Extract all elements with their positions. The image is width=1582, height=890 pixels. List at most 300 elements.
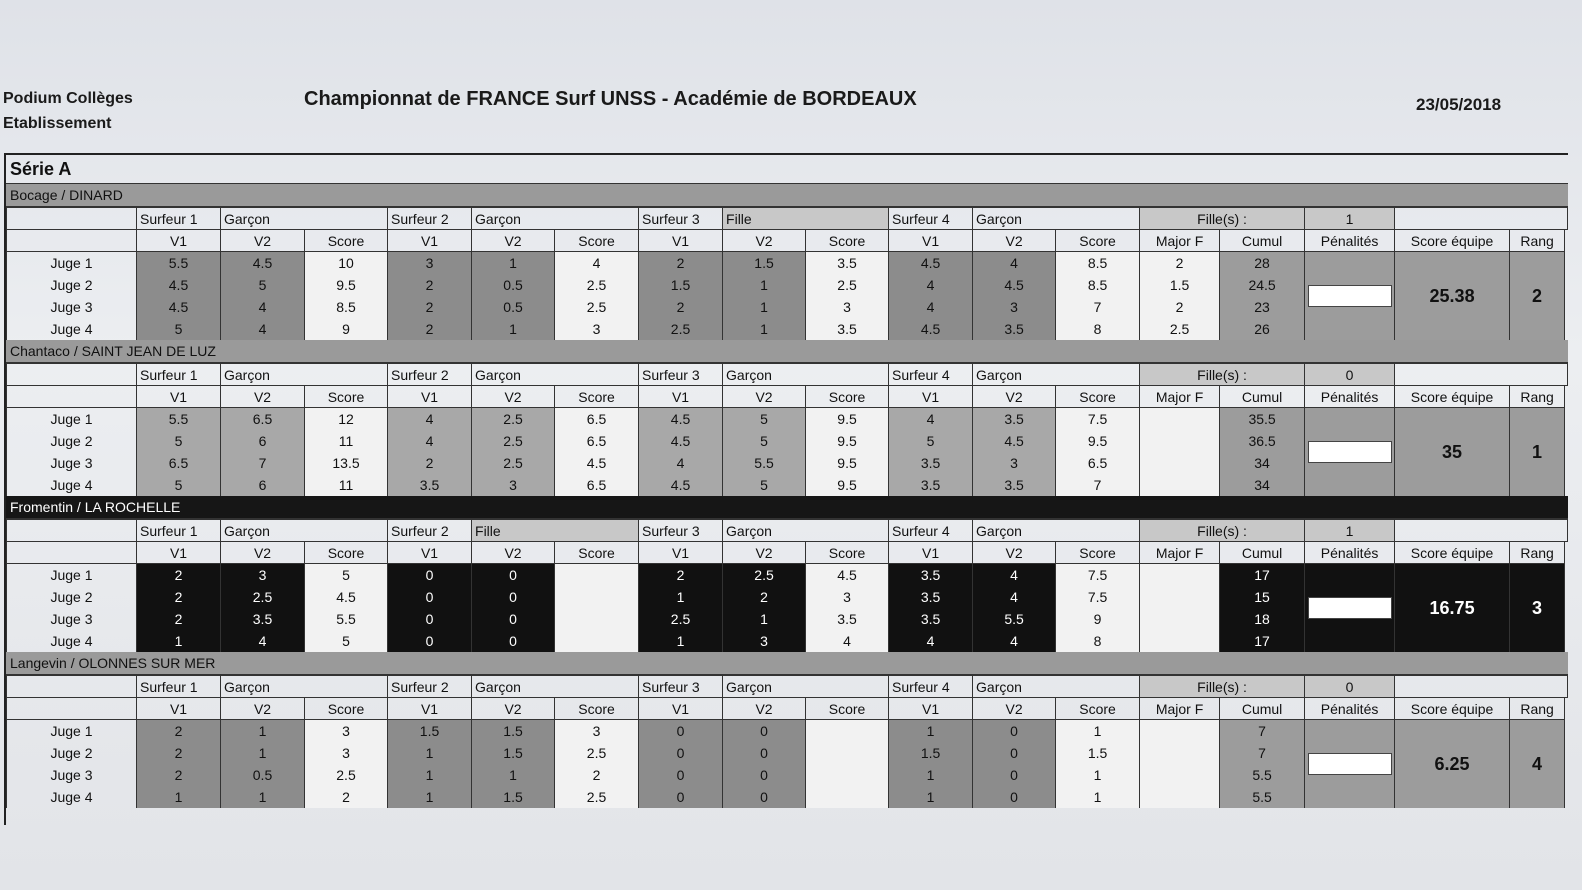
v2-value: 1.5 [472, 742, 555, 764]
v2-header: V2 [221, 698, 305, 720]
rang-value: 4 [1510, 720, 1565, 809]
v1-value: 4 [388, 408, 472, 431]
v2-value: 3 [472, 474, 555, 496]
penalites-cell [1305, 720, 1395, 809]
score-value: 5 [305, 564, 388, 587]
score-header: Score [1056, 698, 1140, 720]
major-value [1140, 586, 1220, 608]
judge-label: Juge 4 [7, 318, 137, 340]
judge-label: Juge 2 [7, 430, 137, 452]
score-value: 9 [305, 318, 388, 340]
rang-header: Rang [1510, 698, 1565, 720]
surfer-gender: Garçon [723, 676, 889, 698]
team-table [6, 207, 1568, 340]
blank-cell [7, 698, 137, 720]
v2-value: 0 [472, 564, 555, 587]
surfer-gender: Garçon [221, 364, 388, 386]
v1-value: 5 [137, 430, 221, 452]
v1-value: 0 [388, 564, 472, 587]
score-value [806, 742, 889, 764]
surfer-label: Surfeur 3 [639, 520, 723, 542]
cumul-value: 15 [1220, 586, 1305, 608]
v1-value: 4.5 [137, 274, 221, 296]
score-value [555, 630, 639, 652]
v2-header: V2 [221, 386, 305, 408]
v2-value: 0.5 [472, 274, 555, 296]
cumul-value: 5.5 [1220, 764, 1305, 786]
surfer-label: Surfeur 4 [889, 520, 973, 542]
v2-value: 4 [221, 296, 305, 318]
score-value [806, 764, 889, 786]
cumul-value: 28 [1220, 252, 1305, 275]
v1-value: 1.5 [889, 742, 973, 764]
v1-value: 2 [137, 742, 221, 764]
v1-header: V1 [388, 230, 472, 252]
cumul-value: 34 [1220, 474, 1305, 496]
v2-value: 5 [221, 274, 305, 296]
surfer-label: Surfeur 3 [639, 364, 723, 386]
v2-value: 5.5 [723, 452, 806, 474]
v2-value: 2.5 [472, 452, 555, 474]
v1-value: 3.5 [388, 474, 472, 496]
v1-value: 2 [137, 586, 221, 608]
v1-value: 2 [639, 564, 723, 587]
penalites-header: Pénalités [1305, 542, 1395, 564]
surfer-label: Surfeur 2 [388, 520, 472, 542]
score-header: Score [555, 386, 639, 408]
v2-header: V2 [221, 230, 305, 252]
penalites-header: Pénalités [1305, 698, 1395, 720]
v2-value: 4 [973, 630, 1056, 652]
score-value: 10 [305, 252, 388, 275]
judge-label: Juge 4 [7, 630, 137, 652]
penalites-input[interactable] [1308, 441, 1392, 463]
filles-label: Fille(s) : [1140, 520, 1305, 542]
v2-value: 1.5 [472, 786, 555, 808]
v1-value: 6.5 [137, 452, 221, 474]
penalites-header: Pénalités [1305, 386, 1395, 408]
score-header: Score [555, 698, 639, 720]
major-header: Major F [1140, 542, 1220, 564]
v2-value: 3 [221, 564, 305, 587]
v1-value: 0 [639, 720, 723, 743]
score-value: 2.5 [305, 764, 388, 786]
score-value: 4.5 [555, 452, 639, 474]
surfer-gender: Garçon [973, 520, 1140, 542]
judge-label: Juge 1 [7, 564, 137, 587]
filles-count: 1 [1305, 208, 1395, 230]
score-header: Score [305, 230, 388, 252]
score-value: 3 [305, 720, 388, 743]
filles-count: 0 [1305, 676, 1395, 698]
judge-label: Juge 3 [7, 296, 137, 318]
v2-value: 4.5 [973, 430, 1056, 452]
v2-header: V2 [973, 230, 1056, 252]
v1-header: V1 [388, 698, 472, 720]
v1-value: 3.5 [889, 474, 973, 496]
v2-value: 3 [973, 452, 1056, 474]
teams-container [6, 184, 1568, 808]
major-value [1140, 408, 1220, 431]
score-value: 7.5 [1056, 564, 1140, 587]
cumul-header: Cumul [1220, 386, 1305, 408]
v2-value: 3 [973, 296, 1056, 318]
cumul-value: 24.5 [1220, 274, 1305, 296]
surfer-gender: Garçon [472, 208, 639, 230]
v2-value: 0 [973, 742, 1056, 764]
rang-header: Rang [1510, 230, 1565, 252]
cumul-header: Cumul [1220, 542, 1305, 564]
score-value [555, 586, 639, 608]
cumul-value: 17 [1220, 564, 1305, 587]
v1-value: 1 [889, 786, 973, 808]
score-value: 3 [806, 586, 889, 608]
major-value [1140, 608, 1220, 630]
judge-label: Juge 1 [7, 720, 137, 743]
penalites-cell [1305, 252, 1395, 341]
v2-header: V2 [472, 230, 555, 252]
v1-value: 2 [388, 318, 472, 340]
score-value: 2.5 [555, 742, 639, 764]
blank-cell [7, 676, 137, 698]
team-table [6, 519, 1568, 652]
penalites-input[interactable] [1308, 285, 1392, 307]
v2-header: V2 [973, 698, 1056, 720]
v2-value: 4 [973, 586, 1056, 608]
judge-label: Juge 1 [7, 408, 137, 431]
v2-value: 1.5 [472, 720, 555, 743]
v1-header: V1 [889, 542, 973, 564]
table-row [7, 408, 1568, 431]
score-equipe-value: 25.38 [1395, 252, 1510, 341]
v2-value: 5.5 [973, 608, 1056, 630]
judge-label: Juge 3 [7, 764, 137, 786]
v2-value: 4 [221, 630, 305, 652]
major-value [1140, 720, 1220, 743]
score-value: 3.5 [806, 252, 889, 275]
rang-value: 3 [1510, 564, 1565, 653]
v1-value: 2.5 [639, 318, 723, 340]
v2-header: V2 [723, 542, 806, 564]
score-value: 7 [1056, 296, 1140, 318]
cumul-value: 5.5 [1220, 786, 1305, 808]
surfer-gender: Garçon [221, 520, 388, 542]
score-value: 9.5 [806, 474, 889, 496]
score-value: 8.5 [1056, 252, 1140, 275]
score-value: 4.5 [806, 564, 889, 587]
v2-value: 0 [472, 608, 555, 630]
v1-header: V1 [639, 698, 723, 720]
surfer-gender: Garçon [973, 676, 1140, 698]
v1-value: 2.5 [639, 608, 723, 630]
v1-header: V1 [388, 386, 472, 408]
score-header: Score [305, 542, 388, 564]
blank-cell [1395, 208, 1568, 230]
v2-value: 3.5 [221, 608, 305, 630]
team-name: Fromentin / LA ROCHELLE [6, 496, 1568, 519]
cumul-value: 7 [1220, 742, 1305, 764]
v1-value: 1 [388, 742, 472, 764]
filles-label: Fille(s) : [1140, 676, 1305, 698]
score-value: 2.5 [806, 274, 889, 296]
score-value: 7 [1056, 474, 1140, 496]
v1-value: 5.5 [137, 408, 221, 431]
judge-label: Juge 3 [7, 608, 137, 630]
v1-value: 0 [388, 608, 472, 630]
score-value: 9.5 [305, 274, 388, 296]
filles-label: Fille(s) : [1140, 364, 1305, 386]
surfer-label: Surfeur 2 [388, 676, 472, 698]
v2-value: 2.5 [472, 408, 555, 431]
major-value: 1.5 [1140, 274, 1220, 296]
v2-value: 0 [723, 742, 806, 764]
v2-value: 5 [723, 474, 806, 496]
filles-label: Fille(s) : [1140, 208, 1305, 230]
score-header: Score [1056, 542, 1140, 564]
v2-value: 0 [723, 786, 806, 808]
page-title: Championnat de FRANCE Surf UNSS - Académie de BORDEAUX [304, 88, 917, 110]
surfer-gender: Fille [723, 208, 889, 230]
judge-label: Juge 2 [7, 274, 137, 296]
score-equipe-header: Score équipe [1395, 386, 1510, 408]
major-value: 2 [1140, 296, 1220, 318]
v1-header: V1 [639, 542, 723, 564]
surfer-label: Surfeur 1 [137, 364, 221, 386]
v2-value: 4.5 [221, 252, 305, 275]
v1-value: 3.5 [889, 452, 973, 474]
major-header: Major F [1140, 698, 1220, 720]
v2-value: 0 [723, 720, 806, 743]
v1-header: V1 [137, 698, 221, 720]
major-value [1140, 430, 1220, 452]
v2-header: V2 [973, 386, 1056, 408]
v1-value: 4 [388, 430, 472, 452]
v2-value: 1 [472, 764, 555, 786]
surfer-gender: Garçon [973, 208, 1140, 230]
v2-value: 6 [221, 474, 305, 496]
score-value: 5 [305, 630, 388, 652]
penalites-input[interactable] [1308, 753, 1392, 775]
blank-cell [7, 386, 137, 408]
score-value: 1.5 [1056, 742, 1140, 764]
rang-header: Rang [1510, 386, 1565, 408]
major-value [1140, 452, 1220, 474]
surfer-label: Surfeur 3 [639, 676, 723, 698]
penalites-input[interactable] [1308, 597, 1392, 619]
v1-value: 3.5 [889, 586, 973, 608]
v2-value: 5 [723, 430, 806, 452]
score-header: Score [305, 386, 388, 408]
score-value: 2.5 [555, 274, 639, 296]
score-value: 5.5 [305, 608, 388, 630]
score-equipe-value: 35 [1395, 408, 1510, 497]
penalites-cell [1305, 564, 1395, 653]
v1-header: V1 [137, 386, 221, 408]
score-header: Score [1056, 230, 1140, 252]
score-value: 3 [555, 318, 639, 340]
v1-header: V1 [137, 230, 221, 252]
v1-value: 1 [889, 764, 973, 786]
v2-value: 0.5 [472, 296, 555, 318]
v1-value: 4.5 [639, 408, 723, 431]
major-value [1140, 742, 1220, 764]
score-value: 2 [305, 786, 388, 808]
v1-value: 2 [137, 720, 221, 743]
v1-header: V1 [639, 230, 723, 252]
blank-cell [1395, 676, 1568, 698]
score-value: 9.5 [806, 430, 889, 452]
v1-value: 2 [137, 764, 221, 786]
score-value: 7.5 [1056, 408, 1140, 431]
score-equipe-value: 6.25 [1395, 720, 1510, 809]
v1-header: V1 [639, 386, 723, 408]
v2-value: 4 [221, 318, 305, 340]
cumul-value: 18 [1220, 608, 1305, 630]
header-left [3, 86, 133, 136]
v2-value: 4.5 [973, 274, 1056, 296]
score-value: 8 [1056, 630, 1140, 652]
score-header: Score [305, 698, 388, 720]
v2-value: 2.5 [472, 430, 555, 452]
v2-value: 5 [723, 408, 806, 431]
surfer-label: Surfeur 1 [137, 520, 221, 542]
surfer-gender: Garçon [472, 364, 639, 386]
team-name: Bocage / DINARD [6, 184, 1568, 207]
filles-count: 0 [1305, 364, 1395, 386]
surfer-gender: Garçon [221, 676, 388, 698]
v2-value: 0 [973, 764, 1056, 786]
v1-header: V1 [388, 542, 472, 564]
v1-value: 1.5 [388, 720, 472, 743]
v2-value: 1 [723, 318, 806, 340]
v1-value: 4.5 [137, 296, 221, 318]
v2-value: 3 [723, 630, 806, 652]
major-value [1140, 564, 1220, 587]
v2-value: 3.5 [973, 474, 1056, 496]
major-header: Major F [1140, 230, 1220, 252]
blank-cell [7, 364, 137, 386]
blank-cell [7, 230, 137, 252]
score-value: 12 [305, 408, 388, 431]
score-value: 8 [1056, 318, 1140, 340]
etablissement-label: Etablissement [3, 115, 112, 132]
score-value: 3.5 [806, 608, 889, 630]
v1-value: 1 [388, 786, 472, 808]
v2-value: 6.5 [221, 408, 305, 431]
v1-value: 1 [137, 786, 221, 808]
v1-value: 0 [388, 630, 472, 652]
cumul-value: 34 [1220, 452, 1305, 474]
v2-value: 2.5 [723, 564, 806, 587]
v2-value: 1 [221, 742, 305, 764]
v2-value: 1 [723, 274, 806, 296]
v1-value: 4.5 [889, 252, 973, 275]
score-value [555, 564, 639, 587]
major-value [1140, 474, 1220, 496]
score-value: 1 [1056, 720, 1140, 743]
blank-cell [7, 542, 137, 564]
v1-header: V1 [889, 230, 973, 252]
v2-value: 4 [973, 252, 1056, 275]
score-value: 8.5 [305, 296, 388, 318]
score-value: 1 [1056, 786, 1140, 808]
score-value: 9.5 [806, 408, 889, 431]
team-table [6, 363, 1568, 496]
surfer-gender: Garçon [472, 676, 639, 698]
table-row [7, 252, 1568, 275]
v1-value: 4 [639, 452, 723, 474]
v1-value: 0 [639, 786, 723, 808]
v1-value: 2 [388, 274, 472, 296]
v2-header: V2 [723, 386, 806, 408]
blank-cell [1395, 364, 1568, 386]
blank-cell [7, 208, 137, 230]
v2-value: 0 [723, 764, 806, 786]
v1-value: 4 [889, 274, 973, 296]
v1-value: 3.5 [889, 564, 973, 587]
cumul-value: 36.5 [1220, 430, 1305, 452]
v1-value: 2 [639, 296, 723, 318]
surfer-gender: Garçon [723, 520, 889, 542]
v2-value: 1 [723, 296, 806, 318]
v1-value: 4.5 [639, 430, 723, 452]
surfer-label: Surfeur 1 [137, 676, 221, 698]
v2-value: 1 [221, 720, 305, 743]
cumul-header: Cumul [1220, 698, 1305, 720]
surfer-label: Surfeur 3 [639, 208, 723, 230]
v1-header: V1 [137, 542, 221, 564]
team-name: Langevin / OLONNES SUR MER [6, 652, 1568, 675]
blank-cell [1395, 520, 1568, 542]
rang-value: 2 [1510, 252, 1565, 341]
judge-label: Juge 2 [7, 742, 137, 764]
v1-value: 1 [889, 720, 973, 743]
v1-value: 2 [388, 452, 472, 474]
v1-value: 2 [137, 564, 221, 587]
v1-value: 1.5 [639, 274, 723, 296]
v1-value: 2 [137, 608, 221, 630]
score-value: 13.5 [305, 452, 388, 474]
major-value [1140, 764, 1220, 786]
v2-value: 3.5 [973, 408, 1056, 431]
surfer-gender: Garçon [221, 208, 388, 230]
surfer-label: Surfeur 2 [388, 364, 472, 386]
score-value: 3.5 [806, 318, 889, 340]
v2-value: 1.5 [723, 252, 806, 275]
table-row [7, 720, 1568, 743]
cumul-value: 26 [1220, 318, 1305, 340]
v1-value: 4.5 [639, 474, 723, 496]
date: 23/05/2018 [1416, 95, 1502, 114]
v2-value: 4 [973, 564, 1056, 587]
score-value: 7.5 [1056, 586, 1140, 608]
v2-value: 0 [973, 720, 1056, 743]
v1-value: 0 [639, 764, 723, 786]
v2-value: 2.5 [221, 586, 305, 608]
v2-value: 0 [472, 586, 555, 608]
cumul-value: 17 [1220, 630, 1305, 652]
team-table [6, 675, 1568, 808]
score-value: 3 [555, 720, 639, 743]
blank-cell [7, 520, 137, 542]
surfer-label: Surfeur 4 [889, 364, 973, 386]
score-value: 2.5 [555, 296, 639, 318]
judge-label: Juge 1 [7, 252, 137, 275]
score-equipe-header: Score équipe [1395, 698, 1510, 720]
v2-header: V2 [221, 542, 305, 564]
score-value: 1 [1056, 764, 1140, 786]
v1-value: 2 [388, 296, 472, 318]
